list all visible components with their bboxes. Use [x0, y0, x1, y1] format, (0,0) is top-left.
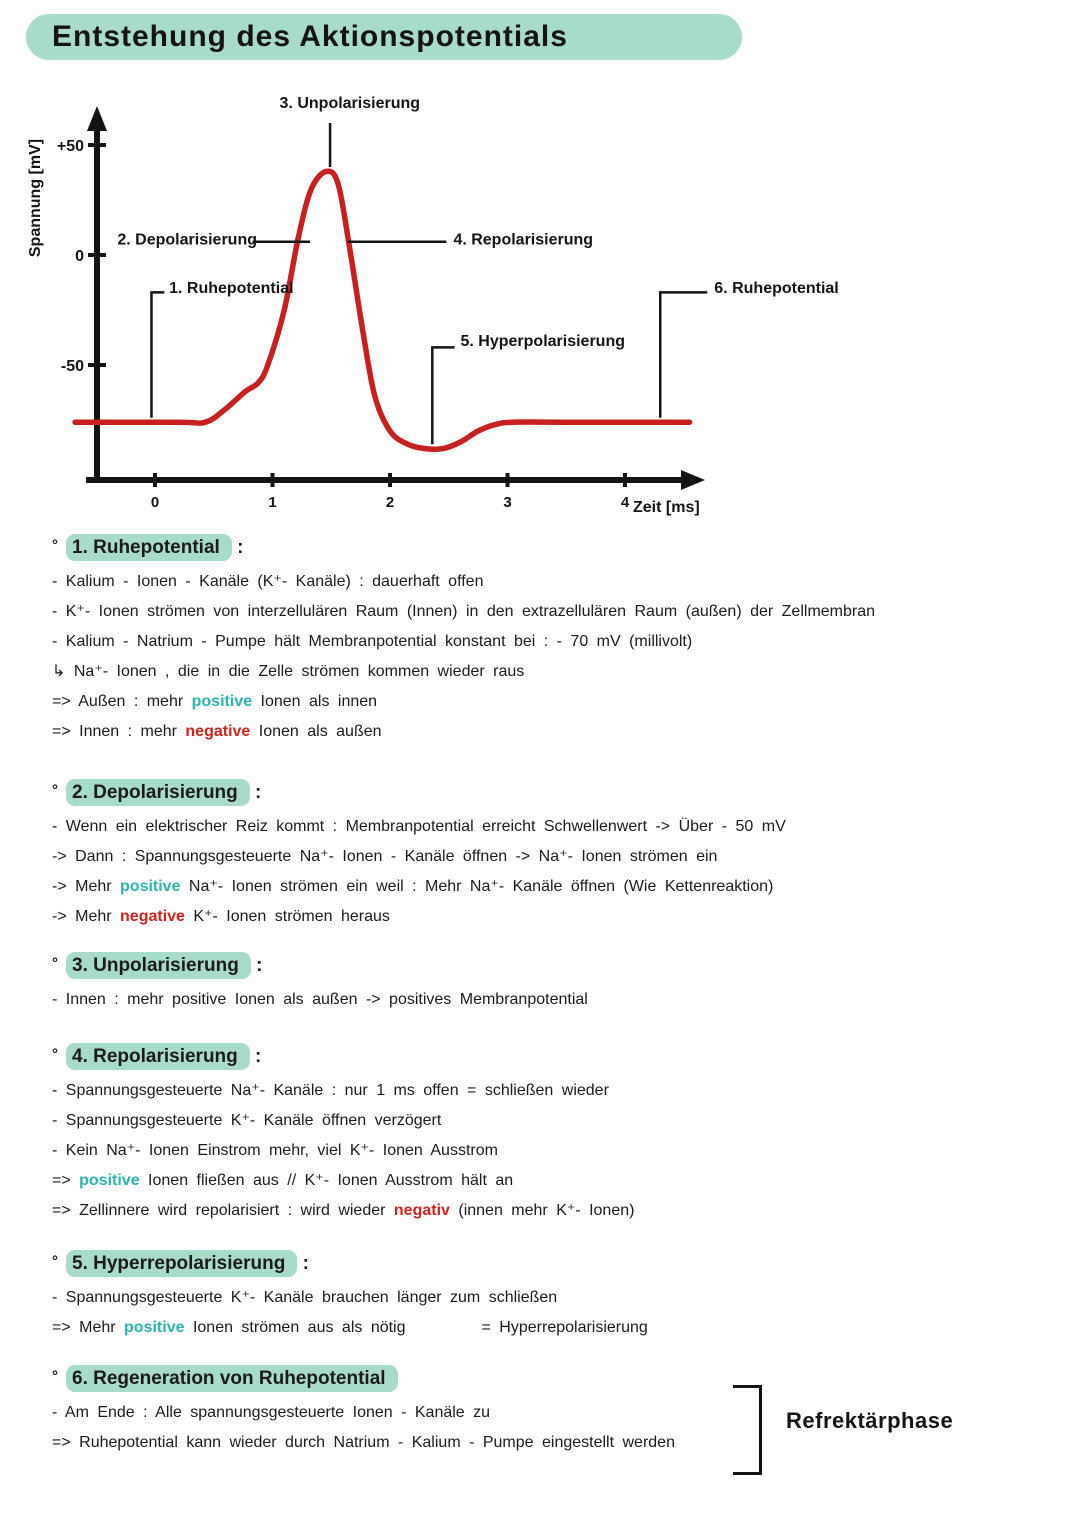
note-line	[52, 627, 1070, 657]
note-text: - Wenn ein elektrischer Reiz kommt : Membranpotential erreicht Schwellenwert -> Über - 50 mV	[52, 818, 786, 835]
note-text: - Innen : mehr positive Ionen als außen -> positives Membranpotential	[52, 991, 588, 1008]
chart-annotation-label: 6. Ruhepotential	[714, 280, 839, 297]
note-text: - Kein Na⁺- Ionen Einstrom mehr, viel K⁺- Ionen Ausstrom	[52, 1142, 498, 1159]
section-3	[52, 955, 1070, 1015]
section-heading-suffix: :	[250, 955, 263, 976]
section-heading-highlight: 3. Unpolarisierung	[66, 952, 251, 979]
section-heading-suffix: :	[297, 1253, 309, 1274]
note-text: K⁺- Ionen strömen heraus	[184, 908, 390, 925]
section-2	[52, 782, 1070, 932]
note-text-red: negative	[185, 723, 251, 740]
y-tick-label: 0	[75, 248, 84, 265]
note-line	[52, 1076, 1070, 1106]
note-text: => Mehr	[52, 1319, 125, 1336]
note-text-red: negativ	[393, 1202, 450, 1219]
section-heading-highlight: 5. Hyperrepolarisierung	[66, 1250, 297, 1277]
note-line	[52, 872, 1070, 902]
note-text: -> Dann : Spannungsgesteuerte Na⁺- Ionen - Kanäle öffnen -> Na⁺- Ionen strömen ein	[52, 848, 718, 865]
x-tick-label: 4	[620, 494, 630, 511]
x-tick-label: 3	[503, 494, 512, 511]
refractory-phase-label: Refrektärphase	[786, 1408, 954, 1433]
section-heading-2	[52, 782, 1070, 804]
section-1	[52, 537, 1070, 747]
section-heading-highlight: 6. Regeneration von Ruhepotential	[66, 1365, 398, 1392]
section-heading-suffix: :	[249, 782, 262, 803]
section-4	[52, 1046, 1070, 1226]
chart-annotation-label: 4. Repolarisierung	[453, 231, 594, 249]
refractory-bracket	[733, 1385, 762, 1475]
note-text-teal: positive	[79, 1172, 140, 1189]
note-text: - Kalium - Ionen - Kanäle (K⁺- Kanäle) : dauerhaft offen	[52, 573, 484, 590]
note-line	[52, 1283, 1070, 1313]
section-heading-5	[52, 1253, 1070, 1275]
section-heading-suffix: :	[249, 1046, 262, 1067]
note-text: - Spannungsgesteuerte K⁺- Kanäle öffnen verzögert	[52, 1112, 442, 1129]
bullet-icon: °	[52, 537, 58, 554]
x-tick-label: 1	[268, 494, 277, 511]
y-axis-label: Spannung [mV]	[27, 138, 44, 258]
note-text: - Spannungsgesteuerte Na⁺- Kanäle : nur 1 ms offen = schließen wieder	[52, 1082, 609, 1099]
note-line	[52, 717, 1070, 747]
section-5	[52, 1253, 1070, 1343]
section-heading-1	[52, 537, 1070, 559]
note-line	[52, 902, 1070, 932]
note-text: =>	[52, 1172, 80, 1189]
note-text: -> Mehr	[52, 878, 121, 895]
x-axis-label: Zeit [ms]	[633, 499, 700, 516]
note-line	[52, 1166, 1070, 1196]
note-text: => Außen : mehr	[52, 693, 192, 710]
note-line	[52, 597, 1070, 627]
x-tick-label: 0	[150, 494, 160, 511]
note-text: (innen mehr K⁺- Ionen)	[449, 1202, 635, 1219]
note-text-teal: positive	[191, 693, 253, 710]
bullet-icon: °	[52, 1368, 58, 1385]
bullet-icon: °	[52, 1253, 58, 1270]
note-text: => Innen : mehr	[52, 723, 186, 740]
section-heading-3	[52, 955, 1070, 977]
chart-annotation-label: 5. Hyperpolarisierung	[460, 332, 625, 350]
note-text: ↳ Na⁺- Ionen , die in die Zelle strömen kommen wieder raus	[52, 663, 525, 680]
bullet-icon: °	[52, 1046, 58, 1063]
chart-annotation-label: 1. Ruhepotential	[169, 280, 294, 297]
note-line	[52, 1106, 1070, 1136]
bullet-icon: °	[52, 782, 58, 799]
note-line	[52, 985, 1070, 1015]
section-heading-highlight: 4. Repolarisierung	[66, 1043, 250, 1070]
section-heading-6	[52, 1368, 1070, 1390]
note-text: Ionen als außen	[250, 723, 382, 740]
note-text-teal: positive	[124, 1319, 185, 1336]
note-text: Na⁺- Ionen strömen ein weil : Mehr Na⁺- Kanäle öffnen (Wie Kettenreaktion)	[180, 878, 774, 895]
chart-annotation-label: 3. Unpolarisierung	[279, 95, 421, 113]
section-heading-highlight: 2. Depolarisierung	[66, 779, 250, 806]
note-line	[52, 1313, 1070, 1343]
note-text: - Spannungsgesteuerte K⁺- Kanäle brauchen länger zum schließen	[52, 1289, 558, 1306]
note-line	[52, 842, 1070, 872]
note-text: => Ruhepotential kann wieder durch Natrium - Kalium - Pumpe eingestellt werden	[52, 1434, 675, 1451]
note-line	[52, 567, 1070, 597]
note-text: - K⁺- Ionen strömen von interzellulären Raum (Innen) in den extrazellulären Raum (außen) der Zellmembran	[52, 603, 876, 620]
section-heading-4	[52, 1046, 1070, 1068]
note-text: Ionen strömen aus als nötig = Hyperrepolarisierung	[184, 1319, 648, 1336]
section-heading-highlight: 1. Ruhepotential	[66, 534, 232, 561]
chart-annotation-label: 2. Depolarisierung	[117, 231, 257, 249]
note-text: - Kalium - Natrium - Pumpe hält Membranpotential konstant bei : - 70 mV (millivolt)	[52, 633, 693, 650]
note-line	[52, 1196, 1070, 1226]
note-line	[52, 657, 1070, 687]
y-tick-label: -50	[60, 358, 84, 375]
section-heading-suffix: :	[231, 537, 244, 558]
page-title-text: Entstehung des Aktionspotentials	[52, 20, 568, 53]
note-line	[52, 812, 1070, 842]
note-text-teal: positive	[120, 878, 181, 895]
note-text: Ionen als innen	[252, 693, 378, 710]
note-text: Ionen fließen aus // K⁺- Ionen Ausstrom hält an	[139, 1172, 514, 1189]
note-text: => Zellinnere wird repolarisiert : wird wieder	[52, 1202, 394, 1219]
bullet-icon: °	[52, 955, 58, 972]
note-text-red: negative	[120, 908, 185, 925]
note-text: -> Mehr	[52, 908, 121, 925]
y-tick-label: +50	[56, 138, 84, 155]
note-line	[52, 687, 1070, 717]
note-text: - Am Ende : Alle spannungsgesteuerte Ionen - Kanäle zu	[52, 1404, 491, 1421]
note-line	[52, 1136, 1070, 1166]
x-tick-label: 2	[385, 494, 395, 511]
